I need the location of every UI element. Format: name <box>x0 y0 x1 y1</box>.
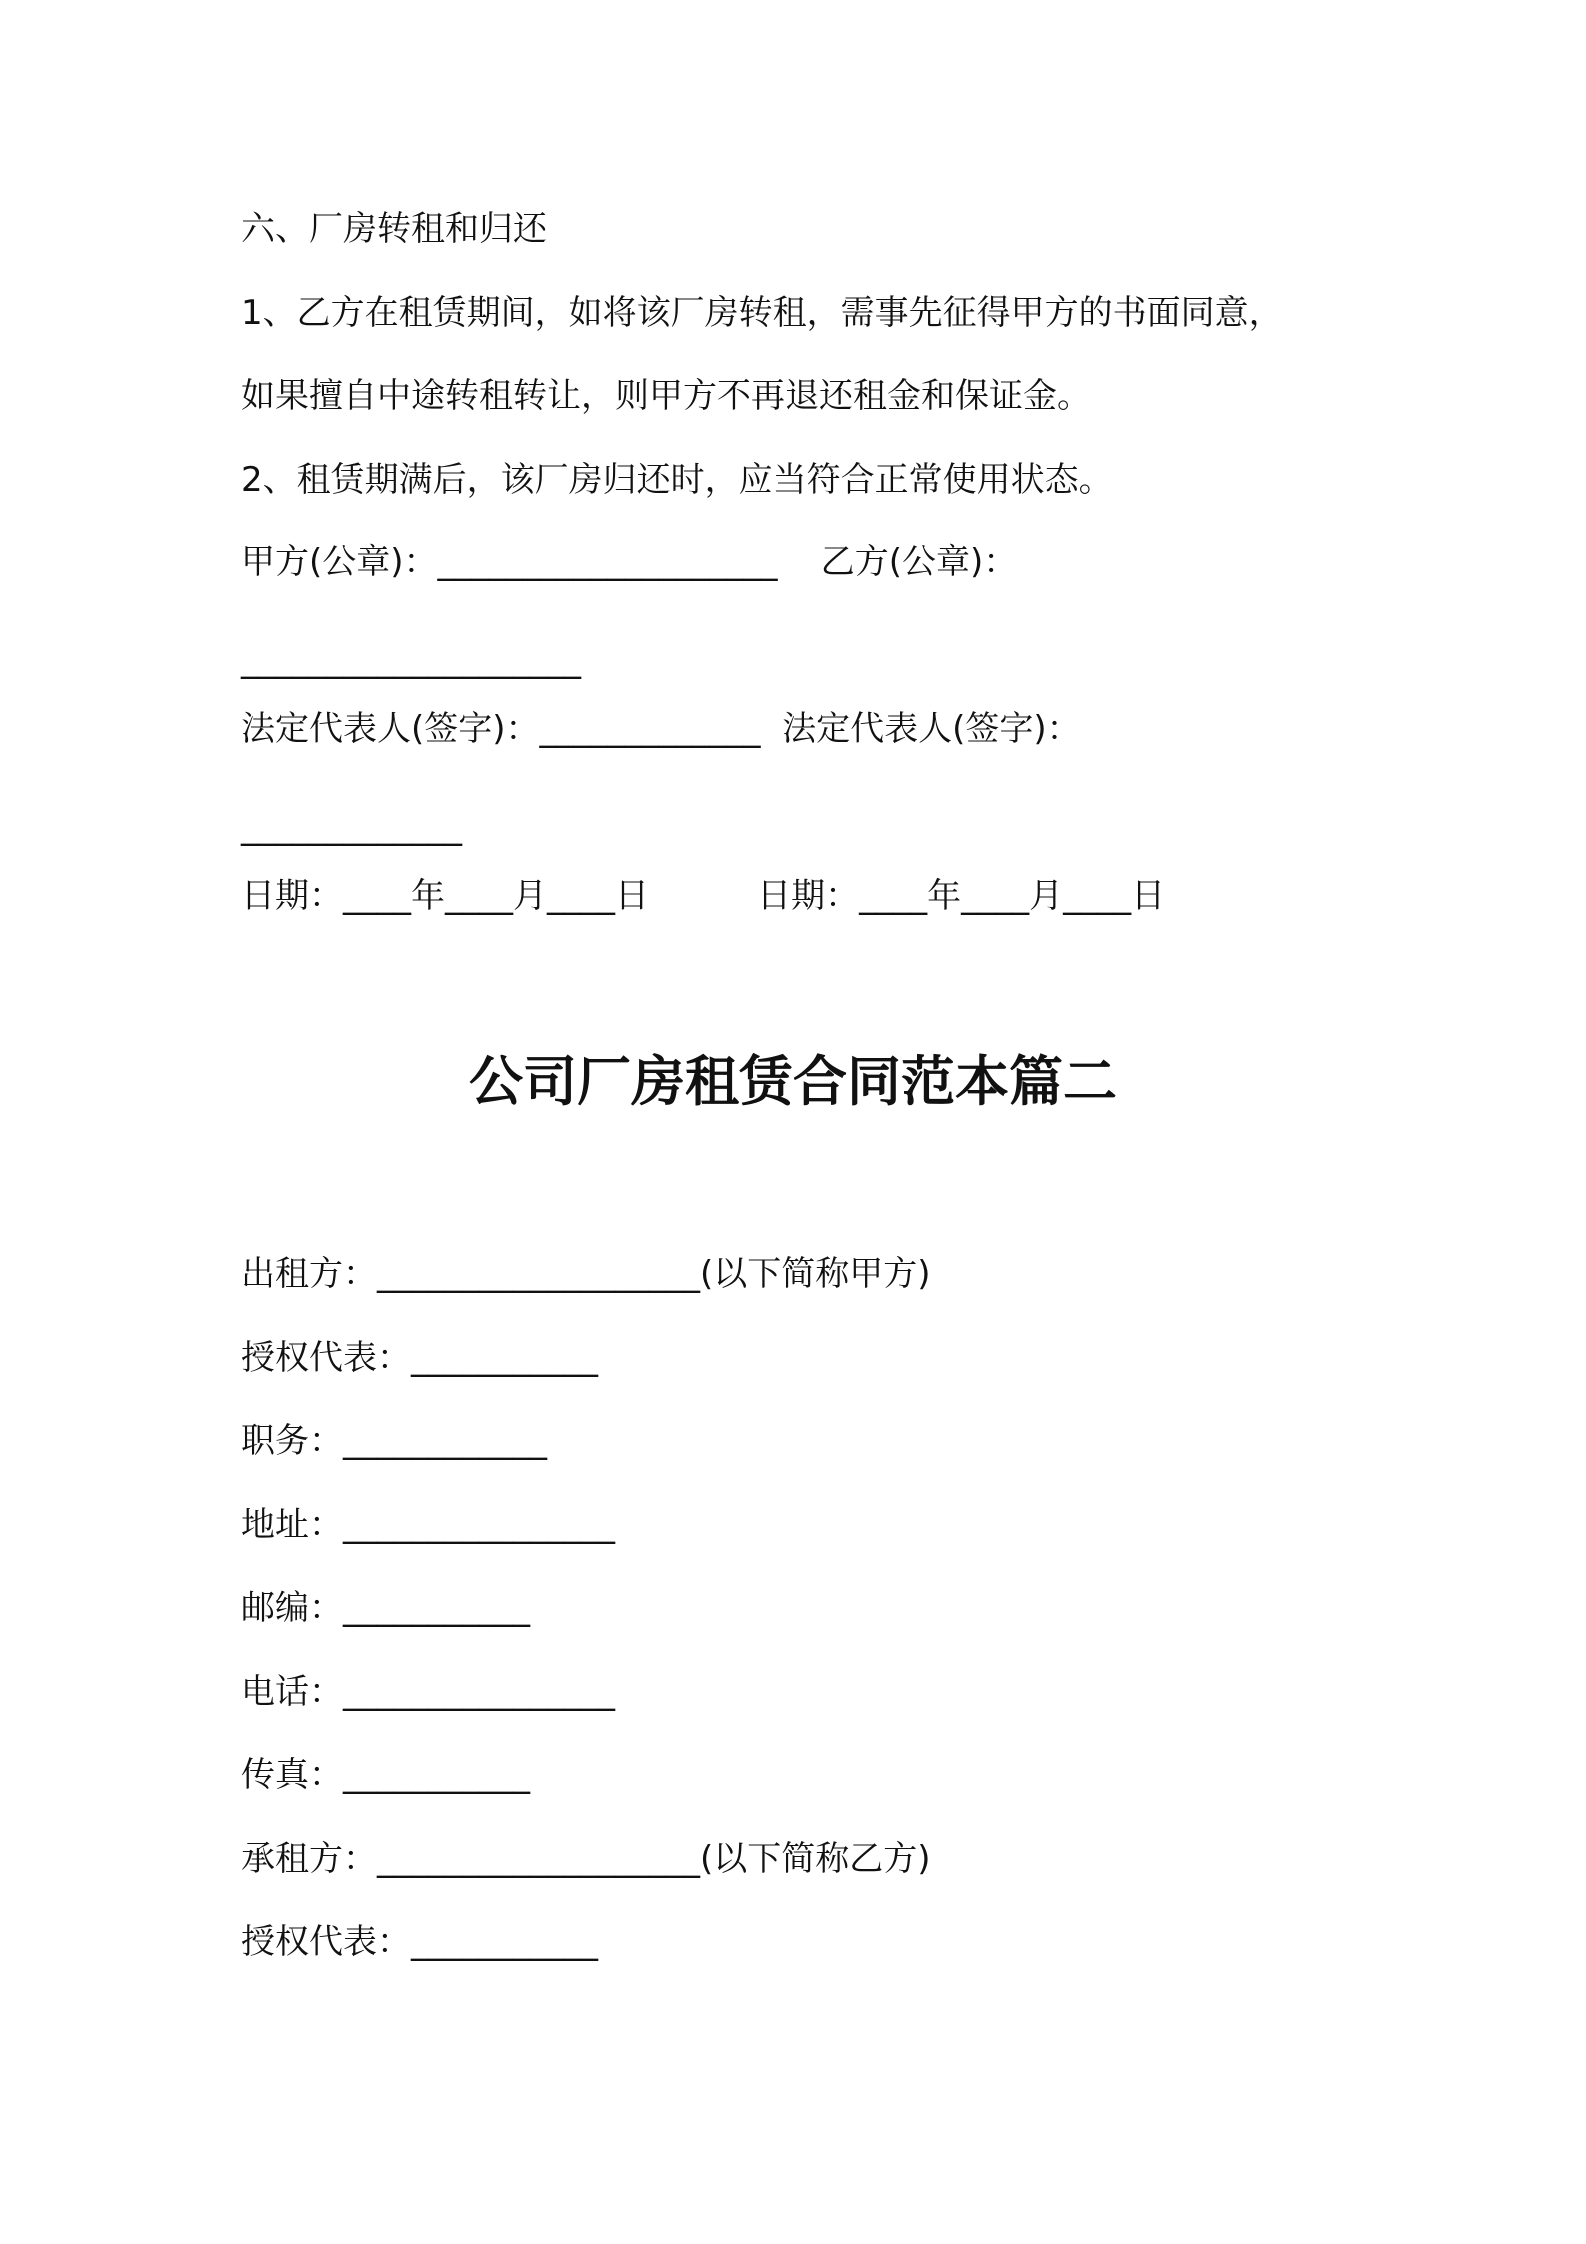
lessor-field: 出租方：___________________(以下简称甲方) <box>241 1254 931 1294</box>
party-seal-line-continued: ____________________ <box>241 640 581 680</box>
document-title: 公司厂房租赁合同范本篇二 <box>469 1050 1117 1113</box>
postcode-field: 邮编：___________ <box>241 1588 530 1628</box>
lessor-representative-field: 授权代表：___________ <box>241 1338 598 1378</box>
party-seal-line: 甲方(公章)：____________________ 乙方(公章)： <box>241 542 1018 582</box>
position-field: 职务：____________ <box>241 1421 547 1461</box>
lessee-field: 承租方：___________________(以下简称乙方) <box>241 1839 931 1879</box>
representative-signature-line-continued: _____________ <box>241 807 462 847</box>
section-heading: 六、厂房转租和归还 <box>241 209 547 249</box>
clause-1-line-1: 1、乙方在租赁期间，如将该厂房转租，需事先征得甲方的书面同意， <box>241 293 1283 333</box>
fax-field: 传真：___________ <box>241 1755 530 1795</box>
clause-2: 2、租赁期满后，该厂房归还时，应当符合正常使用状态。 <box>241 460 1113 500</box>
phone-field: 电话：________________ <box>241 1672 615 1712</box>
address-field: 地址：________________ <box>241 1505 615 1545</box>
lessee-representative-field: 授权代表：___________ <box>241 1922 598 1962</box>
representative-signature-line: 法定代表人(签字)：_____________ 法定代表人(签字)： <box>241 709 1081 749</box>
date-line: 日期：____年____月____日 日期：____年____月____日 <box>241 876 1166 916</box>
clause-1-line-2: 如果擅自中途转租转让，则甲方不再退还租金和保证金。 <box>241 376 1091 416</box>
